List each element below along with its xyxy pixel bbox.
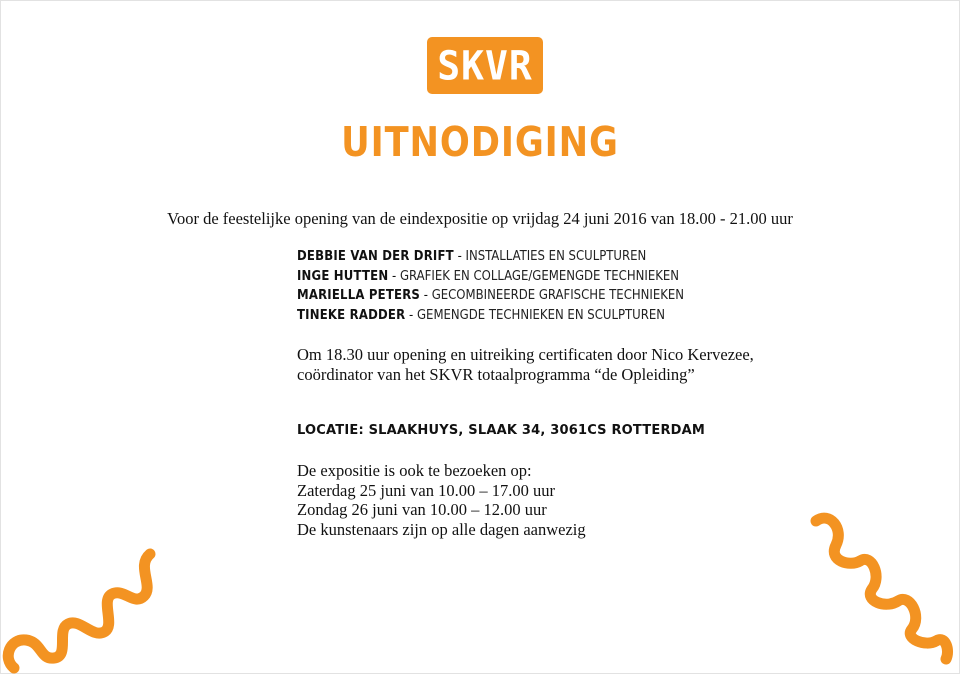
artist-discipline: GRAFIEK EN COLLAGE/GEMENGDE TECHNIEKEN (399, 268, 680, 284)
logo-text: SKVR (437, 42, 533, 89)
visit-sunday: Zondag 26 juni van 10.00 – 12.00 uur (297, 500, 547, 519)
artist-item: TINEKE RADDER - GEMENGDE TECHNIEKEN EN SCULPTUREN (297, 308, 665, 324)
location-text: LOCATIE: SLAAKHUYS, SLAAK 34, 3061CS ROTTERDAM (297, 423, 706, 438)
skvr-logo (427, 37, 543, 94)
page-title: UITNODIGING (341, 118, 619, 166)
artist-item: MARIELLA PETERS - GECOMBINEERDE GRAFISCHE TECHNIEKEN (297, 288, 685, 304)
artist-name: TINEKE RADDER (297, 308, 406, 324)
artist-name: DEBBIE VAN DER DRIFT (297, 249, 454, 264)
visit-note: De kunstenaars zijn op alle dagen aanwezig (297, 519, 586, 539)
visit-intro: De expositie is ook te bezoeken op: (297, 461, 532, 480)
artist-item: DEBBIE VAN DER DRIFT - INSTALLATIES EN SCULPTUREN (297, 249, 647, 264)
opening-line: coördinator van het SKVR totaalprogramma “de Opleiding” (297, 365, 695, 384)
intro-text: Voor de feestelijke opening van de eindexpositie op vrijdag 24 juni 2016 van 18.00 - 21.00 uur (167, 209, 793, 228)
artist-list (297, 247, 917, 326)
artist-name: MARIELLA PETERS (297, 288, 421, 304)
artist-discipline: GEMENGDE TECHNIEKEN EN SCULPTUREN (416, 308, 665, 324)
artist-discipline: INSTALLATIES EN SCULPTUREN (465, 249, 647, 264)
opening-text (297, 345, 917, 385)
artist-name: INGE HUTTEN (297, 268, 389, 284)
artist-discipline: GECOMBINEERDE GRAFISCHE TECHNIEKEN (431, 288, 685, 304)
opening-line: Om 18.30 uur opening en uitreiking certificaten door Nico Kervezee, (297, 345, 754, 364)
squiggle-icon-right (800, 505, 960, 674)
visit-saturday: Zaterdag 25 juni van 10.00 – 17.00 uur (297, 480, 555, 500)
squiggle-icon-left (0, 520, 170, 674)
artist-item: INGE HUTTEN - GRAFIEK EN COLLAGE/GEMENGDE TECHNIEKEN (297, 268, 680, 284)
